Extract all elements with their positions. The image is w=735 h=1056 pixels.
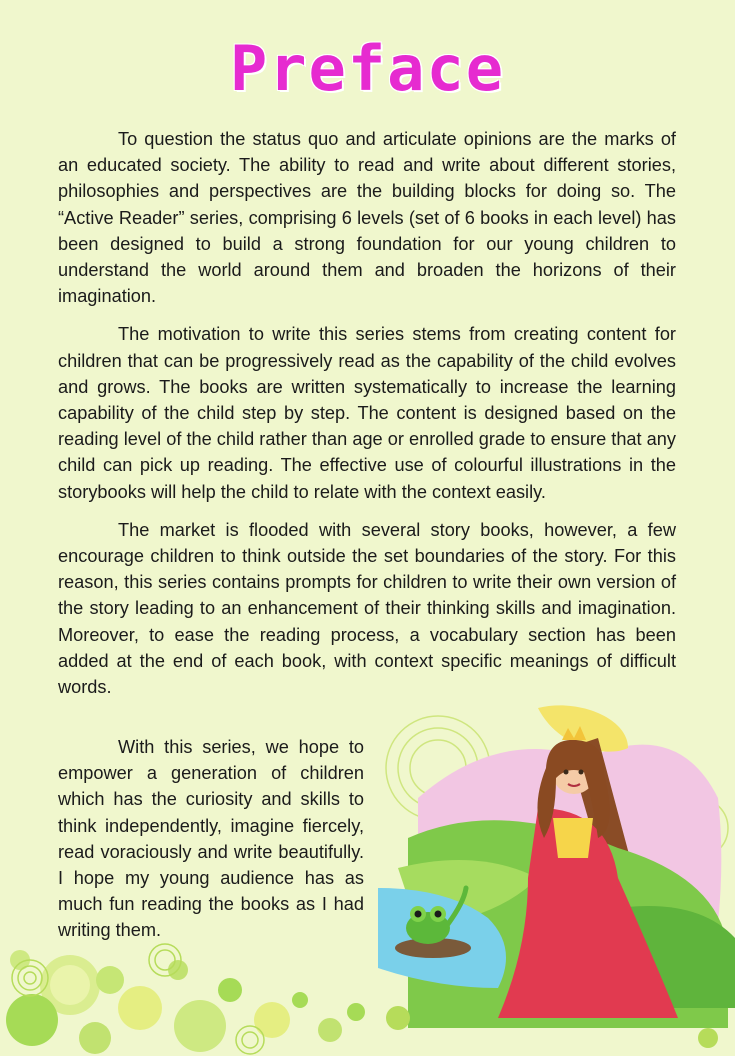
preface-body [58, 126, 676, 712]
paragraph-2: The motivation to write this series stems from creating content for children that can be progressively read as the capability of the child evolves and grows. The books are written systematically to increase the learning capability of the child step by step. The content is designed based on the reading level of the child rather than age or enrolled grade to ensure that any child can pick up reading. The effective use of colourful illustrations in the storybooks will help the child to relate with the context easily. [58, 324, 676, 502]
paragraph-1: To question the status quo and articulate opinions are the marks of an educated society. The ability to read and write about different stories, philosophies and perspectives are the building blocks for doing so. The “Active Reader” series, comprising 6 levels (set of 6 books in each level) has been designed to build a strong foundation for our young children to understand the world around them and broaden the horizons of their imagination. [58, 129, 676, 307]
closing-paragraph-block [58, 734, 364, 944]
page-title: Preface [229, 32, 506, 105]
paragraph-4: With this series, we hope to empower a generation of children which has the curiosity and skills to think independently, imagine fiercely, read voraciously and write beautifully. I hope my young audience has as much fun reading the books as I had writing them. [58, 737, 364, 941]
paragraph-3: The market is flooded with several story books, however, a few encourage children to think outside the set boundaries of the story. For this reason, this series contains prompts for children to write their own version of the story leading to an enhancement of their thinking skills and imagination. Moreover, to ease the reading process, a vocabulary section has been added at the end of each book, with context specific meanings of difficult words. [58, 519, 676, 698]
princess-frog-illustration-icon [378, 688, 735, 1056]
